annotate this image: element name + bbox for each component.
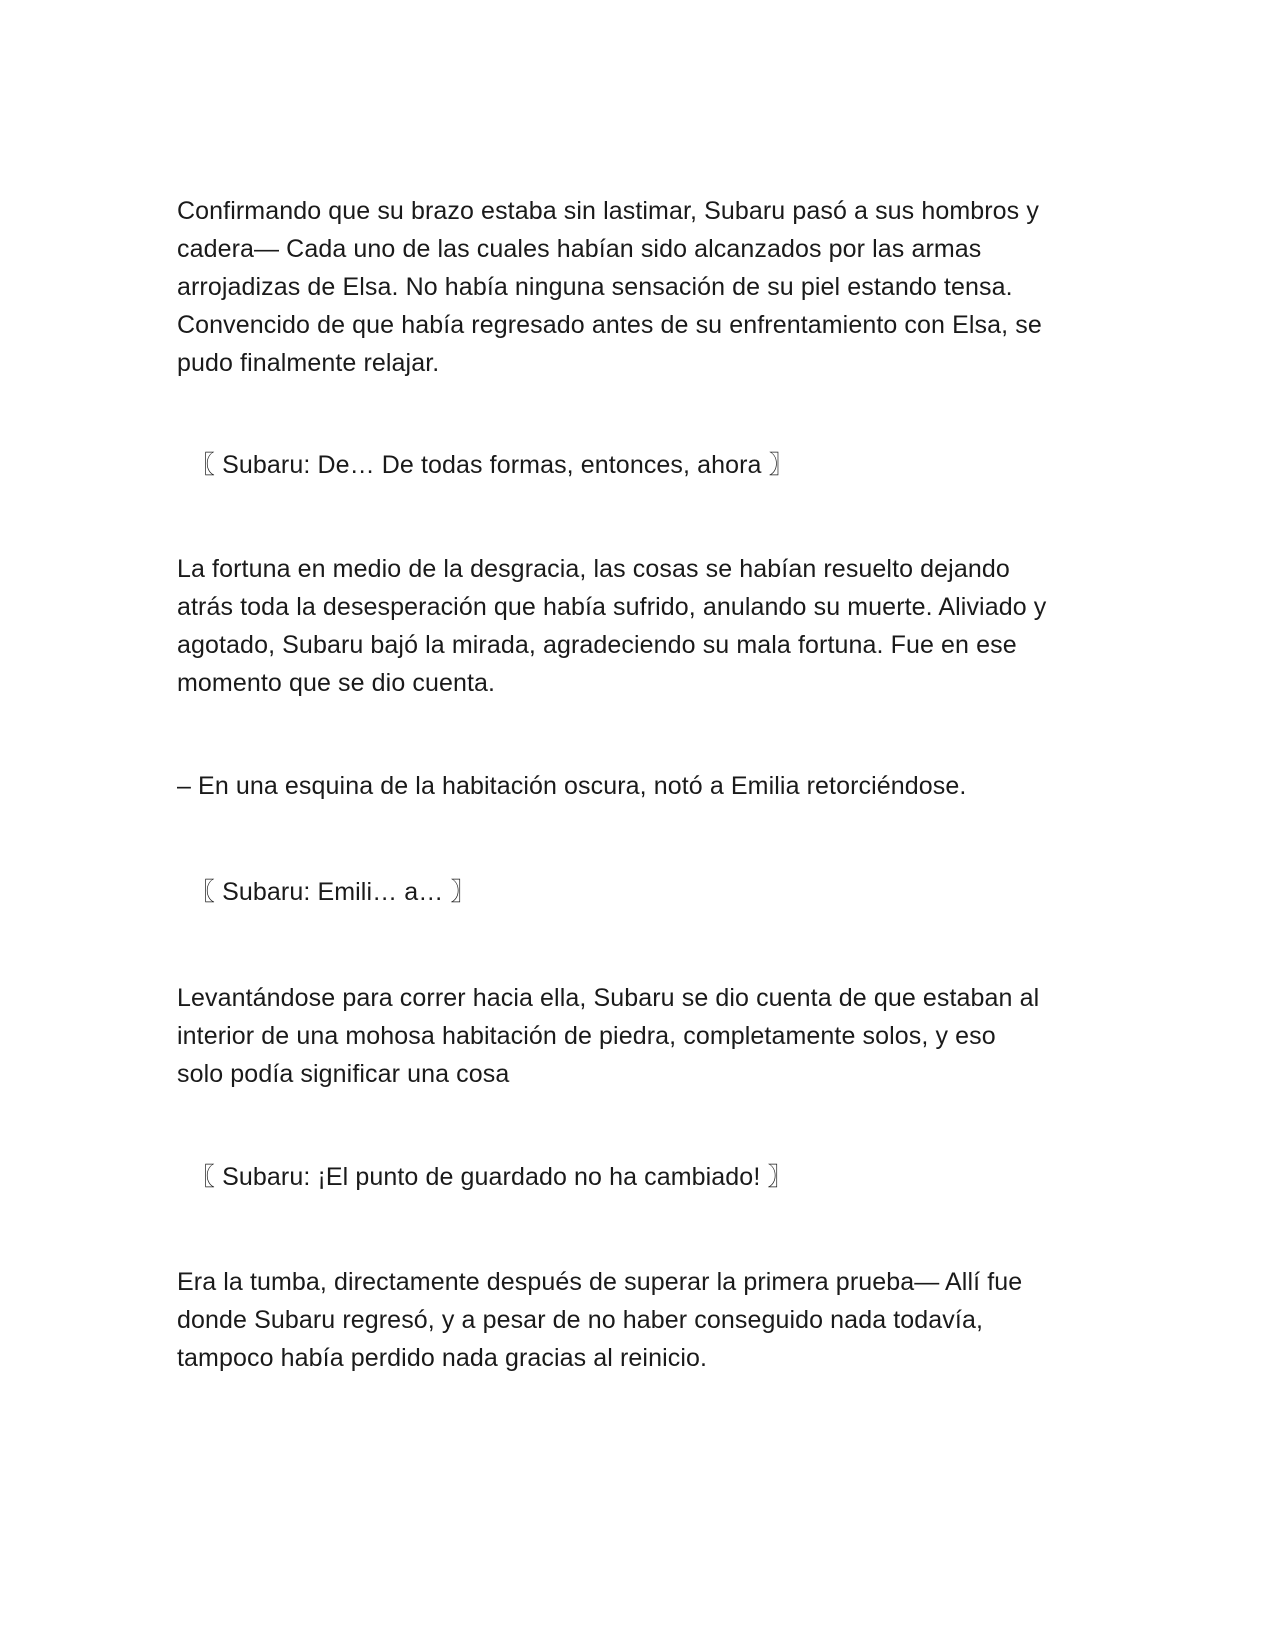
paragraph-4-line: solo podía significar una cosa	[177, 1060, 510, 1088]
paragraph-2-line: atrás toda la desesperación que había sufrido, anulando su muerte. Aliviado y	[177, 593, 1047, 621]
paragraph-5-line: tampoco había perdido nada gracias al reinicio.	[177, 1344, 708, 1372]
paragraph-2-line: La fortuna en medio de la desgracia, las cosas se habían resuelto dejando	[177, 555, 1010, 583]
paragraph-4-line: interior de una mohosa habitación de piedra, completamente solos, y eso	[177, 1022, 996, 1050]
paragraph-5-line: Era la tumba, directamente después de superar la primera prueba— Allí fue	[177, 1268, 1023, 1296]
dialogue-2: 〖 Subaru: Emili… a… 〗	[190, 878, 476, 906]
paragraph-5	[177, 1263, 1107, 1377]
dialogue-1: 〖 Subaru: De… De todas formas, entonces, ahora 〗	[190, 451, 794, 479]
paragraph-1-line: Convencido de que había regresado antes de su enfrentamiento con Elsa, se	[177, 311, 1042, 339]
paragraph-2-line: agotado, Subaru bajó la mirada, agradeciendo su mala fortuna. Fue en ese	[177, 631, 1017, 659]
paragraph-1-line: cadera— Cada uno de las cuales habían sido alcanzados por las armas	[177, 235, 982, 263]
paragraph-1-line: arrojadizas de Elsa. No había ninguna sensación de su piel estando tensa.	[177, 273, 1013, 301]
paragraph-4-line: Levantándose para correr hacia ella, Subaru se dio cuenta de que estaban al	[177, 984, 1040, 1012]
dialogue-3: 〖 Subaru: ¡El punto de guardado no ha cambiado! 〗	[190, 1163, 793, 1191]
paragraph-1-line: pudo finalmente relajar.	[177, 349, 440, 377]
paragraph-2-line: momento que se dio cuenta.	[177, 669, 496, 697]
paragraph-1-line: Confirmando que su brazo estaba sin lastimar, Subaru pasó a sus hombros y	[177, 197, 1039, 225]
paragraph-3: – En una esquina de la habitación oscura, notó a Emilia retorciéndose.	[177, 772, 967, 800]
paragraph-4	[177, 979, 1107, 1093]
paragraph-1	[177, 192, 1107, 382]
paragraph-5-line: donde Subaru regresó, y a pesar de no haber conseguido nada todavía,	[177, 1306, 983, 1334]
paragraph-2	[177, 550, 1107, 702]
